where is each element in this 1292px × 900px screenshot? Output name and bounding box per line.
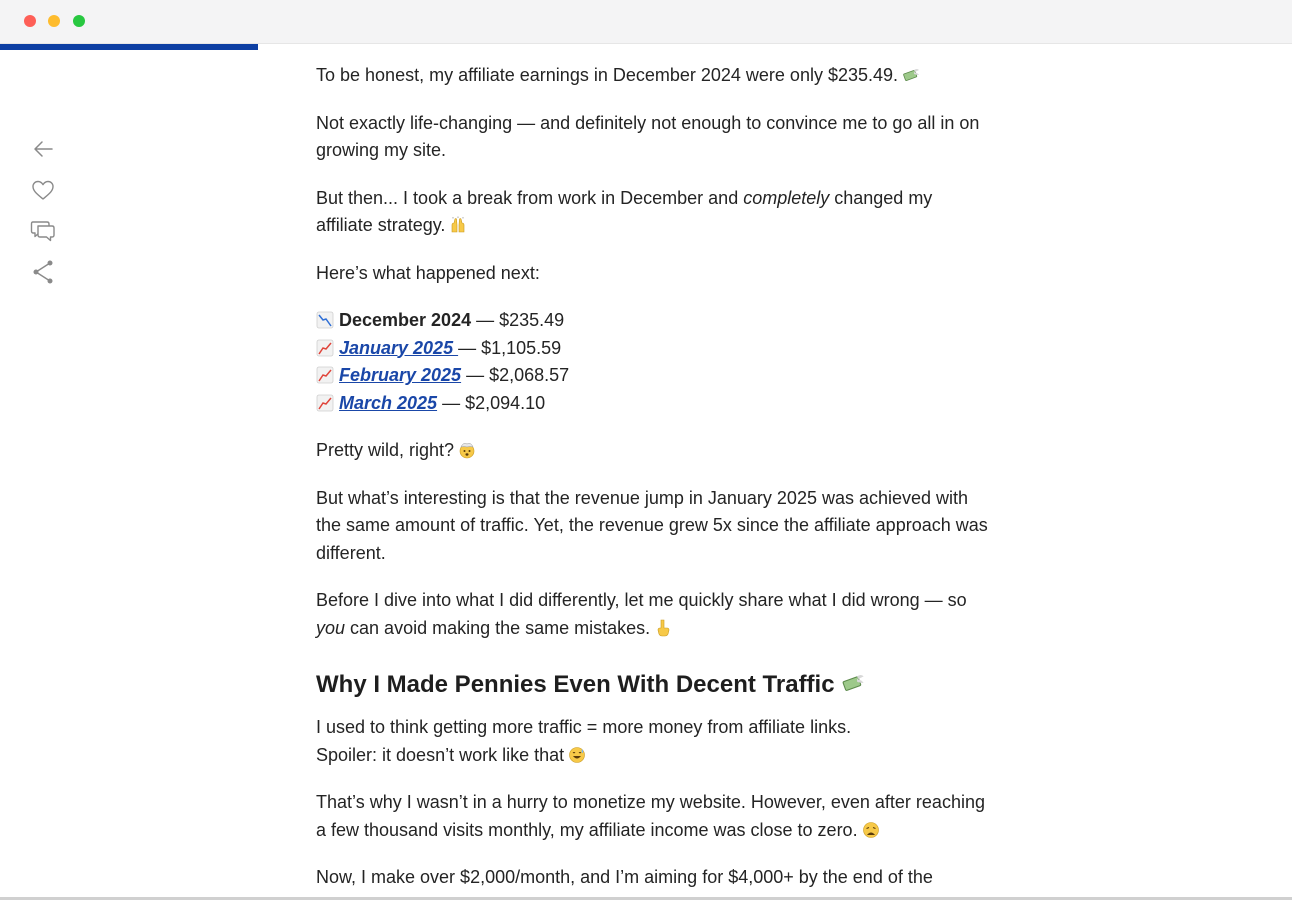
paragraph-intro-text: To be honest, my affiliate earnings in December 2024 were only $235.49. [316, 65, 899, 85]
link-march-2025[interactable]: March 2025 [339, 392, 438, 413]
close-window-button[interactable] [24, 15, 36, 27]
money-with-wings-emoji [841, 671, 865, 695]
section-heading-text: Why I Made Pennies Even With Decent Traffic [316, 671, 835, 698]
paragraph-not-life-changing: Not exactly life-changing — and definitely not enough to convince me to go all in on growing my site. [316, 112, 980, 160]
arrow-left-icon [32, 138, 54, 160]
minimize-window-button[interactable] [48, 15, 60, 27]
chart-increasing-emoji [316, 394, 334, 412]
earnings-amount-december: — $235.49 [476, 310, 565, 330]
strategy-emphasis: completely [743, 187, 830, 208]
before-dive-text-end: can avoid making the same mistakes. [345, 617, 651, 638]
pointing-down-emoji [654, 619, 672, 637]
paragraph-now-make: Now, I make over $2,000/month, and I’m aiming for $4,000+ by the end of the [316, 867, 933, 887]
share-button[interactable] [28, 257, 58, 287]
link-january-2025[interactable]: January 2025 [339, 337, 459, 358]
paragraph-what-happened: Here’s what happened next: [316, 262, 540, 283]
traffic-myth-line2: Spoiler: it doesn’t work like that [316, 744, 565, 765]
paragraph-pretty-wild [316, 437, 992, 465]
share-icon [31, 259, 55, 285]
before-dive-text-start: Before I dive into what I did differently, let me quickly share what I did wrong — so [316, 590, 967, 610]
chart-increasing-emoji [316, 366, 334, 384]
earnings-amount-january: — $1,105.59 [458, 337, 562, 358]
section-heading [316, 670, 992, 700]
traffic-myth-line1: I used to think getting more traffic = more money from affiliate links. [316, 717, 852, 737]
earnings-item-march [316, 390, 992, 418]
paragraph-traffic-myth [316, 714, 992, 769]
link-february-2025[interactable]: February 2025 [339, 365, 462, 385]
earnings-item-january [316, 335, 992, 363]
maximize-window-button[interactable] [73, 15, 85, 27]
grinning-sweat-emoji [568, 746, 586, 764]
like-button[interactable] [28, 175, 58, 205]
comment-button[interactable] [28, 216, 58, 246]
article-action-sidebar [28, 134, 58, 298]
reading-progress-fill [0, 44, 258, 50]
earnings-amount-february: — $2,068.57 [461, 365, 570, 385]
weary-face-emoji [862, 821, 880, 839]
chart-increasing-emoji [316, 339, 334, 357]
before-dive-emphasis: you [316, 617, 346, 638]
paragraph-strategy-change [316, 185, 992, 240]
chart-decreasing-emoji [316, 311, 334, 329]
raising-hands-emoji [449, 216, 467, 234]
money-with-wings-emoji [902, 66, 920, 84]
article-body [316, 62, 992, 900]
earnings-amount-march: — $2,094.10 [437, 392, 546, 413]
earnings-month-december: December 2024 [339, 310, 472, 330]
paragraph-monetize [316, 789, 992, 844]
monetize-text: That’s why I wasn’t in a hurry to monetize my website. However, even after reaching a few thousand visits monthly, my affiliate income was close to zero. [316, 792, 985, 840]
pretty-wild-text: Pretty wild, right? [316, 440, 455, 460]
comment-icon [30, 219, 56, 243]
mind-blown-emoji [458, 441, 476, 459]
earnings-item-february [316, 362, 992, 390]
back-button[interactable] [28, 134, 58, 164]
earnings-item-december [316, 307, 992, 335]
paragraph-revenue-jump: But what’s interesting is that the revenue jump in January 2025 was achieved with the same amount of traffic. Yet, the revenue grew 5x since the affiliate approach was different. [316, 487, 988, 563]
window-titlebar [0, 0, 1292, 44]
reading-progress-bar [0, 44, 1292, 50]
heart-icon [31, 179, 55, 201]
paragraph-intro [316, 62, 992, 90]
earnings-list [316, 307, 992, 417]
paragraph-before-dive [316, 587, 992, 642]
strategy-text-start: But then... I took a break from work in December and [316, 187, 744, 208]
strategy-text-end: changed my affiliate strategy. [316, 187, 933, 235]
